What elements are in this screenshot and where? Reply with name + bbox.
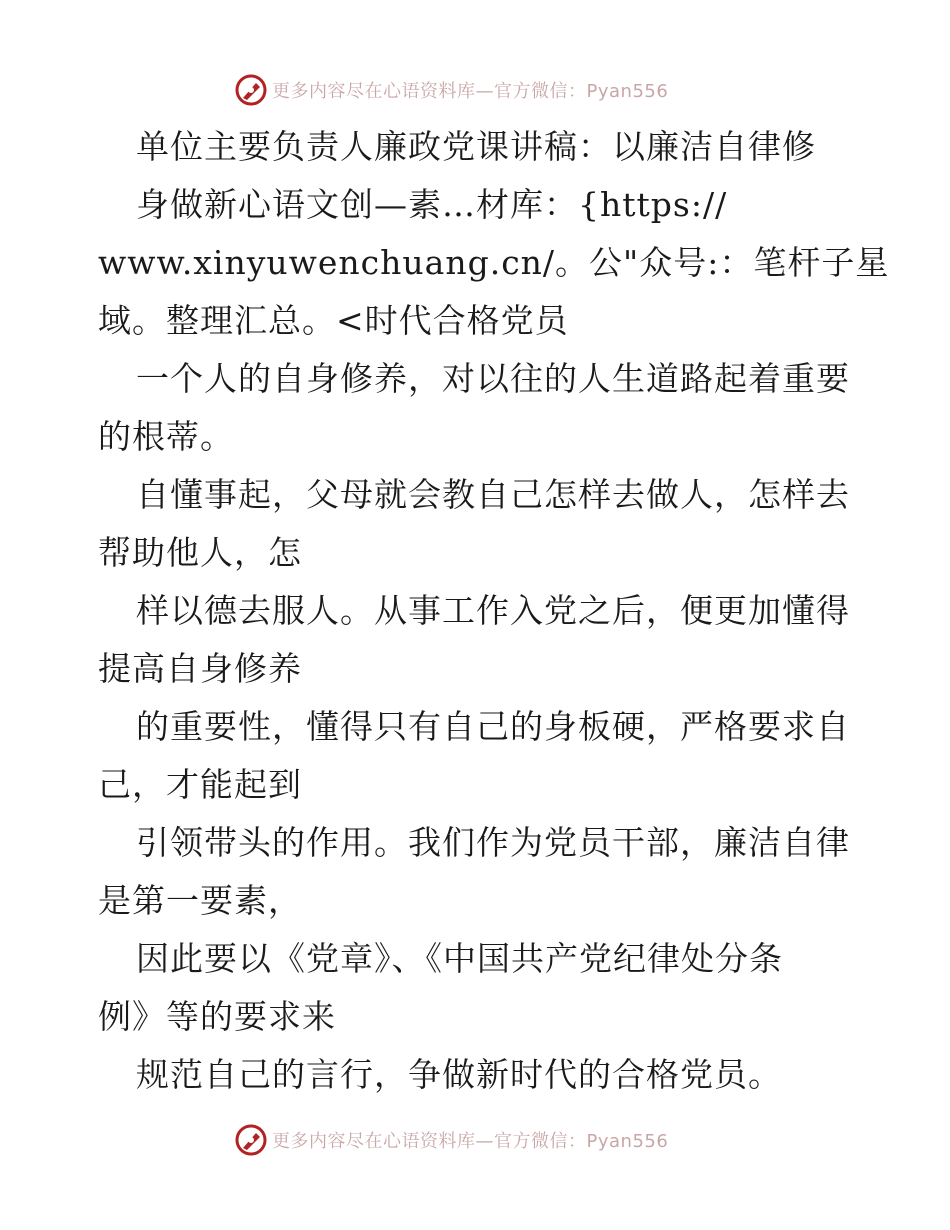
title-line-4: 域。整理汇总。<时代合格党员 [98, 301, 569, 340]
paragraph-line: 因此要以《党章》、《中国共产党纪律处分条 [136, 939, 783, 978]
paragraph-line: 的根蒂。 [98, 417, 234, 456]
pen-logo-icon [234, 73, 268, 107]
title-line-3: www.xinyuwenchuang.cn/。公"众号:：笔杆子星 [98, 243, 890, 282]
title-line-2: 身做新心语文创—素…材库：{https:// [136, 185, 728, 224]
paragraph-line: 是第一要素， [98, 881, 302, 920]
paragraph-line: 帮助他人，怎 [98, 533, 302, 572]
paragraph-line: 自懂事起，父母就会教自己怎样去做人，怎样去 [136, 475, 850, 514]
paragraph-line: 己，才能起到 [98, 765, 302, 804]
paragraph-line: 规范自己的言行，争做新时代的合格党员。 [136, 1055, 782, 1094]
header-watermark-text: 更多内容尽在心语资料库—官方微信：Pyan556 [272, 81, 669, 102]
paragraph-line: 的重要性，懂得只有自己的身板硬，严格要求自 [136, 707, 850, 746]
paragraph-line: 提高自身修养 [98, 649, 302, 688]
paragraph-line: 一个人的自身修养，对以往的人生道路起着重要 [136, 359, 850, 398]
paragraph-line: 引领带头的作用。我们作为党员干部，廉洁自律 [136, 823, 850, 862]
header-watermark [234, 72, 668, 108]
paragraph-line: 例》等的要求来 [98, 997, 336, 1036]
footer-watermark [234, 1122, 668, 1158]
pen-logo-icon [234, 1123, 268, 1157]
document-body [98, 118, 890, 1104]
footer-watermark-text: 更多内容尽在心语资料库—官方微信：Pyan556 [272, 1131, 669, 1152]
title-line-1: 单位主要负责人廉政党课讲稿：以廉洁自律修 [136, 127, 816, 166]
paragraph-line: 样以德去服人。从事工作入党之后，便更加懂得 [136, 591, 850, 630]
